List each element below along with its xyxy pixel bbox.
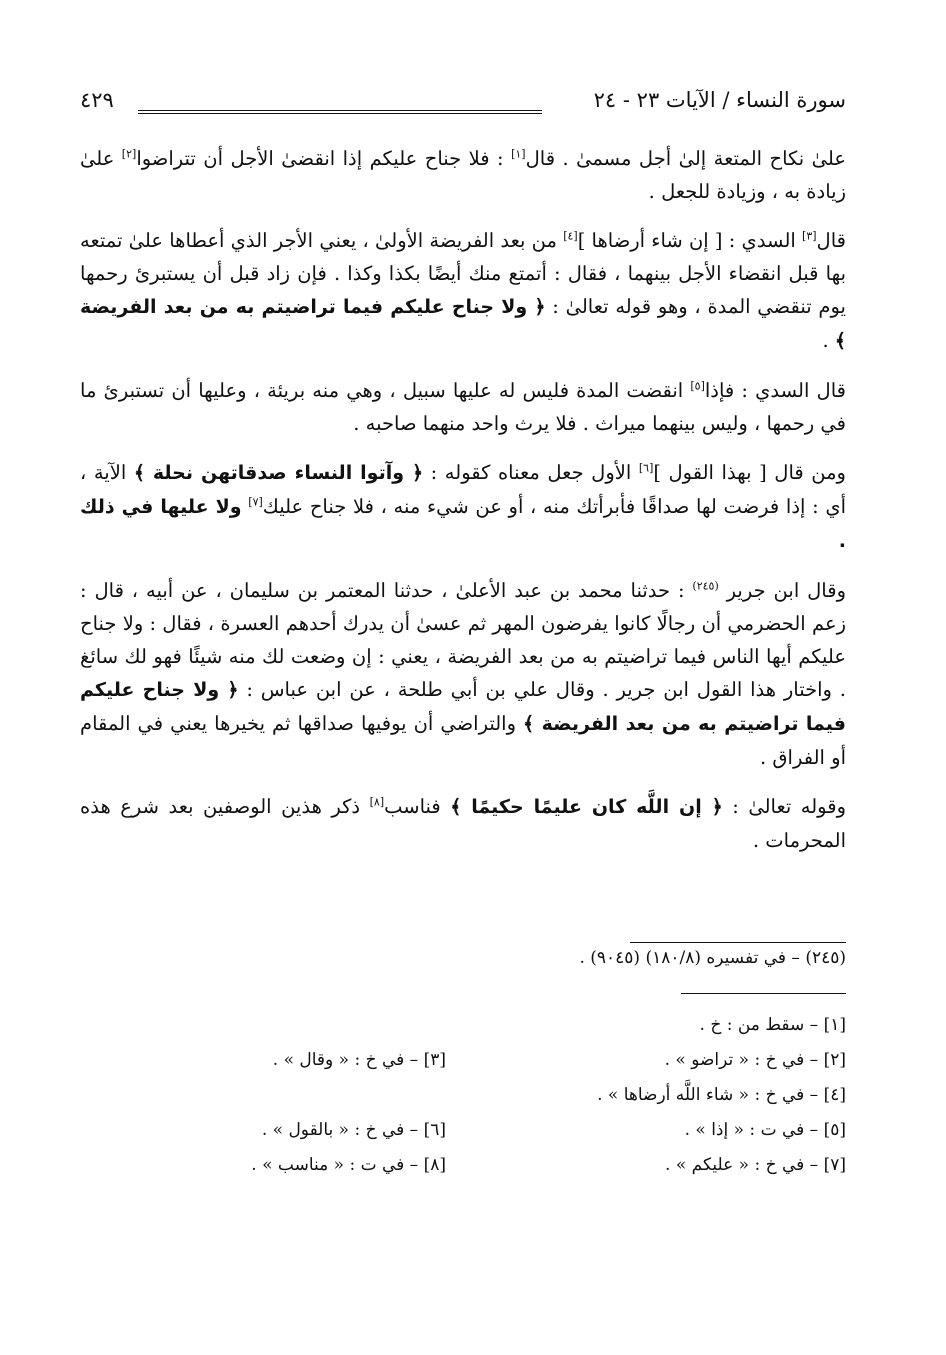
paragraph (80, 374, 846, 440)
footnote-marker: [٤] (563, 229, 578, 243)
quran-verse: ﴿ ولا جناح عليكم فيما تراضيتم به من بعد الفريضة ﴾ (80, 679, 846, 735)
main-text (80, 142, 846, 873)
quran-verse: ﴿ وآتوا النساء صدقاتهن نحلة ﴾ (133, 462, 424, 484)
text-run: : حدثنا محمد بن عبد الأعلىٰ ، حدثنا المعتمر بن سليمان ، عن أبيه ، قال : زعم الحضرمي أن رجالًا كانوا يفرضون المهر ثم عسىٰ أن يدرك أحدهم العسرة ، فقال : ولا جناح عليكم أيها الناس فيما تراضيتم به من بعد الفريضة ، يعني : إن وضعت لك منه شيئًا فهو لك سائغ . واختار هذا القول ابن جرير . وقال علي بن أبي طلحة ، عن ابن عباس : (80, 579, 846, 701)
source-footnote: (٢٤٥) – في تفسيره (١٨٠/٨) (٩٠٤٥) . (579, 948, 846, 968)
footnote-4: [٤] – في خ : « شاء اللَّه أرضاها » . (597, 1085, 846, 1105)
footnote-marker: [٦] (638, 461, 654, 475)
paragraph (80, 790, 846, 857)
footnote-8: [٨] – في ت : « مناسب » . (251, 1155, 446, 1175)
footnote-2: [٢] – في خ : « تراضو » . (664, 1050, 846, 1070)
quran-verse: ﴿ إن اللَّه كان عليمًا حكيمًا ﴾ (450, 796, 723, 818)
footnote-divider (630, 942, 846, 943)
text-run: علىٰ نكاح المتعة إلىٰ أجل مسمىٰ . قال (525, 147, 847, 170)
footnote-marker: [٢] (121, 147, 137, 161)
quran-verse: ﴿ ولا جناح عليكم فيما تراضيتم به من بعد الفريضة ﴾ (80, 296, 846, 352)
header-rule (138, 110, 542, 114)
variant-footnote-divider (681, 993, 846, 994)
footnote-1: [١] – سقط من : خ . (699, 1015, 846, 1035)
text-run: الأول جعل معناه كقوله : (423, 461, 639, 484)
quran-verse: ولا عليها في ذلك . (80, 496, 846, 552)
page-header (80, 86, 846, 126)
paragraph (80, 456, 846, 558)
text-run: : فلا جناح عليكم إذا انقضىٰ الأجل أن تتراضوا (136, 147, 512, 170)
text-run: الآية ، أي : إذا فرضت لها صداقًا فأبرأتك منه ، أو عن شيء منه ، فلا جناح عليك (80, 461, 846, 518)
text-run: ومن قال [ بهذا القول ] (653, 461, 846, 484)
text-run: ذكر هذين الوصفين بعد شرع هذه المحرمات . (80, 795, 846, 852)
text-run: وقوله تعالىٰ : (722, 795, 846, 818)
footnote-6: [٦] – في خ : « بالقول » . (261, 1120, 446, 1140)
footnote-7: [٧] – في خ : « عليكم » . (665, 1155, 846, 1175)
text-run: قال السدي : فإذا (704, 379, 846, 402)
text-run: من بعد الفريضة الأولىٰ ، يعني الأجر الذي أعطاها علىٰ تمتعه بها قبل انقضاء الأجل بينهما ، فقال : أتمتع منك أيضًا بكذا وكذا . فإن زاد قبل أن يستبرئ رحمها يوم تنقضي المدة ، وهو قوله تعالىٰ : (80, 229, 846, 318)
paragraph (80, 142, 846, 208)
text-run: والتراضي أن يوفيها صداقها ثم يخيرها يعني في المقام أو الفراق . (80, 712, 846, 769)
text-run: علىٰ زيادة به ، وزيادة للجعل . (80, 147, 846, 203)
footnote-marker: [٧] (248, 495, 263, 509)
footnote-5: [٥] – في ت : « إذا » . (684, 1120, 846, 1140)
footnote-marker: (٢٤٥) (692, 579, 719, 593)
footnote-marker: [٥] (690, 379, 705, 393)
page-number: ٤٢٩ (80, 88, 114, 112)
text-run: قال (816, 229, 846, 252)
footnote-marker: [٣] (802, 229, 817, 243)
footnote-marker: [٨] (369, 795, 385, 809)
footnote-3: [٣] – في خ : « وقال » . (272, 1050, 446, 1070)
text-run: السدي : [ إن شاء أرضاها ] (577, 229, 803, 252)
running-title: سورة النساء / الآيات ٢٣ - ٢٤ (593, 88, 846, 112)
text-run: وقال ابن جرير (718, 579, 846, 602)
text-run: انقضت المدة فليس له عليها سبيل ، وهي منه بريئة ، وعليها أن تستبرئ ما في رحمها ، وليس بينهما ميراث . فلا يرث واحد منهما صاحبه . (80, 379, 846, 435)
text-run: . (822, 329, 835, 352)
paragraph (80, 574, 846, 774)
paragraph (80, 224, 846, 358)
footnote-marker: [١] (511, 147, 526, 161)
text-run: فناسب (384, 795, 451, 818)
